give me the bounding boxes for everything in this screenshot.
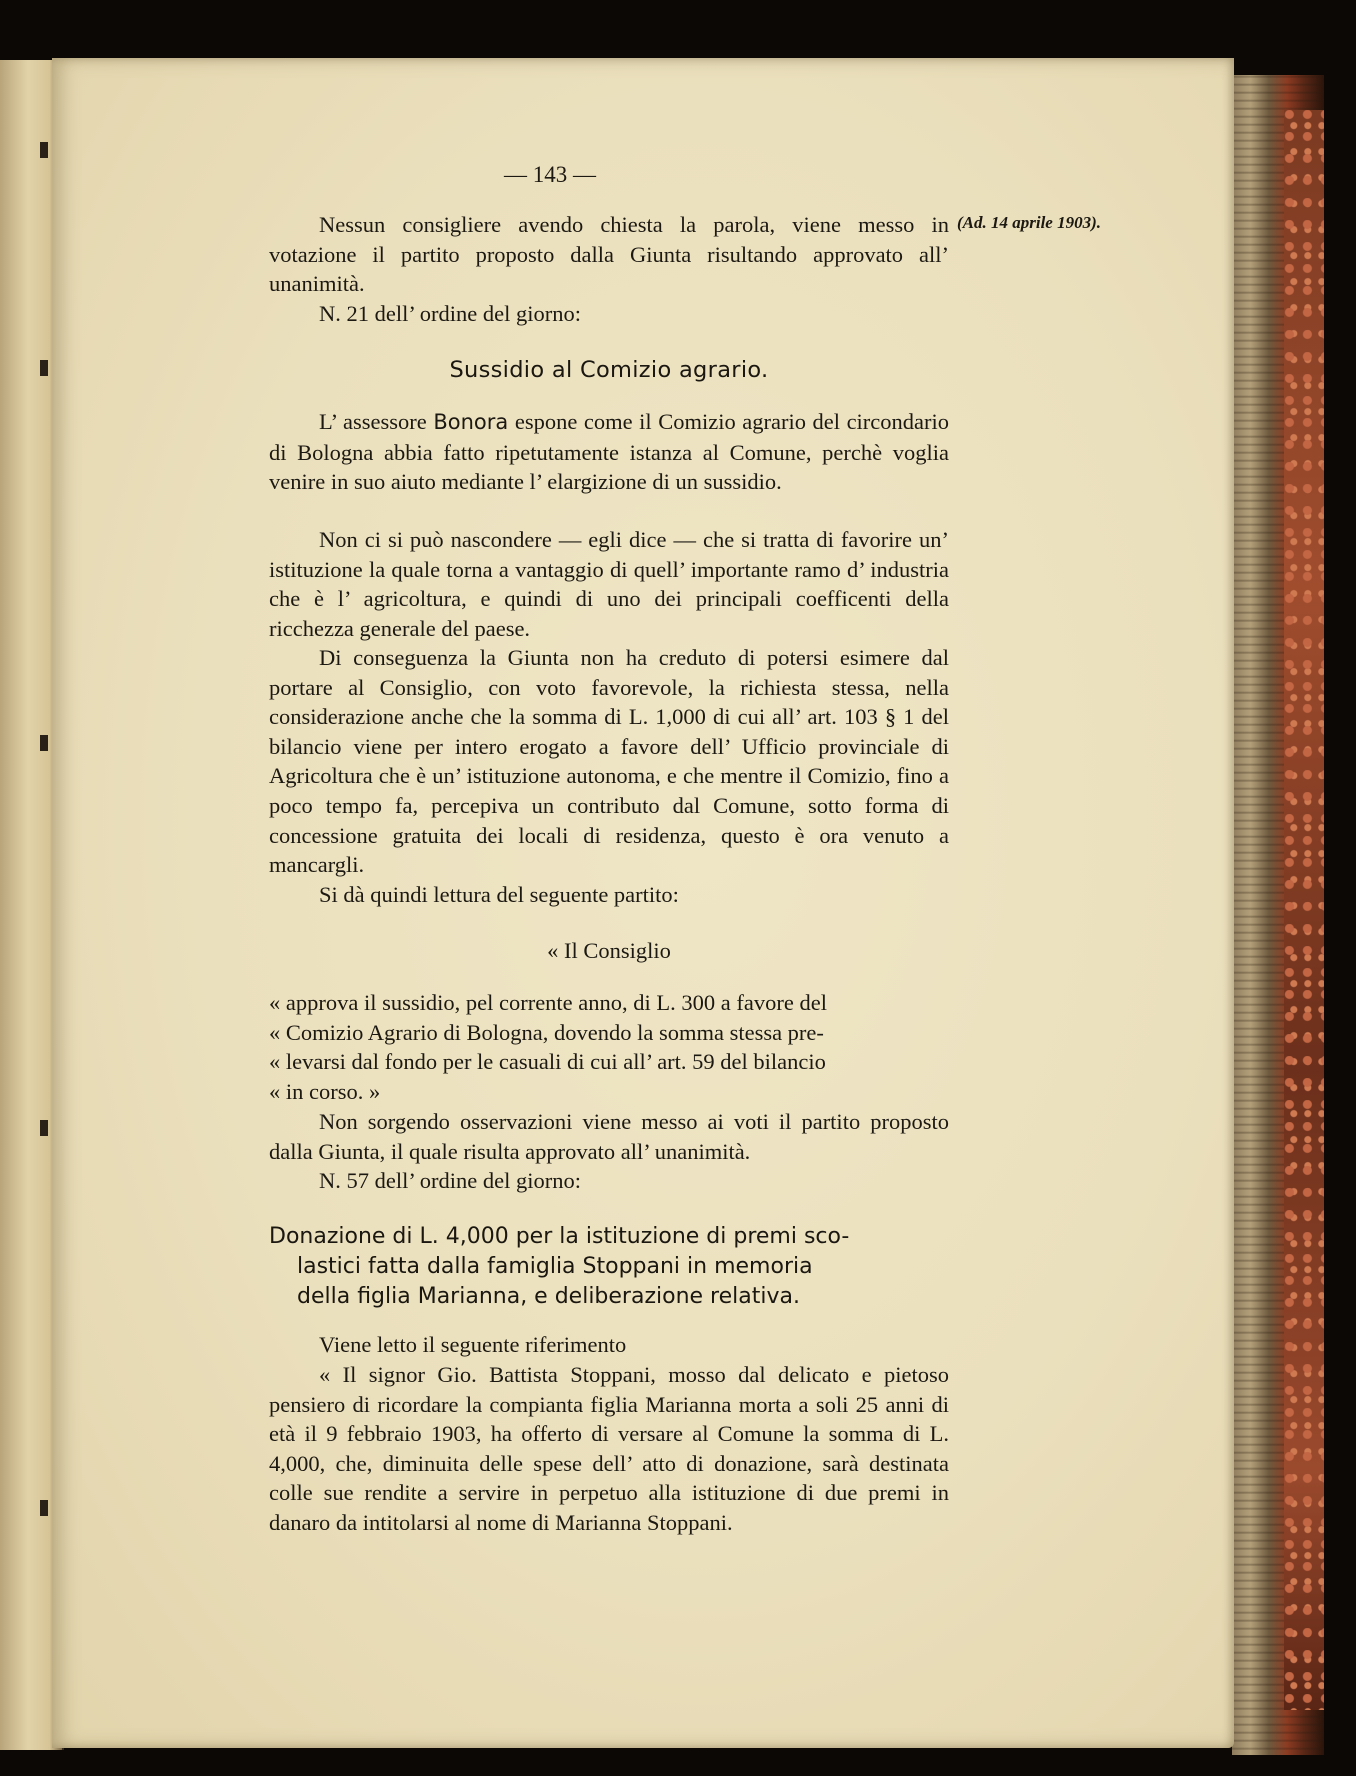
quote-line: « in corso. » (269, 1079, 381, 1104)
paragraph-bonora (269, 407, 949, 497)
binding-mark (40, 360, 48, 376)
quote-line: « approva il sussidio, pel corrente anno, di L. 300 a favore del (269, 990, 827, 1015)
section-heading-donazione (269, 1222, 959, 1312)
paragraph-stoppani: « Il signor Gio. Battista Stoppani, mosso dal delicato e pietoso pensiero di ricordare la compianta figlia Marianna morta a soli 25 anni di età il 9 febbraio 1903, ha offerto di versare al Comune la somma di L. 4,000, che, diminuita delle spese dell’ atto di donazione, sarà destinata colle sue rendite a servire in perpetuo alla istituzione di due premi in danaro da intitolarsi al nome di Marianna Stoppani. (269, 1362, 949, 1535)
agenda-item-57: N. 57 dell’ ordine del giorno: (319, 1168, 582, 1193)
paragraph-osservazioni: Non sorgendo osservazioni viene messo ai voti il partito proposto dalla Giunta, il quale risulta approvato all’ unanimità. (269, 1109, 949, 1164)
bonora-prefix: L’ assessore (319, 409, 427, 434)
binding-mark (40, 735, 48, 751)
heading-line: lastici fatta dalla famiglia Stoppani in memoria (297, 1254, 813, 1279)
quote-line: « levarsi dal fondo per le casuali di cui all’ art. 59 del bilancio (269, 1049, 826, 1074)
agenda-item-21: N. 21 dell’ ordine del giorno: (319, 301, 582, 326)
binding-mark (40, 1120, 48, 1136)
binding-mark (40, 1500, 48, 1516)
heading-line: Donazione di L. 4,000 per la istituzione di premi sco- (269, 1224, 850, 1249)
paragraph-letto: Viene letto il seguente riferimento (319, 1332, 627, 1357)
heading-line: della figlia Marianna, e deliberazione relativa. (297, 1284, 800, 1309)
book-marbled-edge (1284, 110, 1324, 1710)
paragraph-conseguenza: Di conseguenza la Giunta non ha creduto di potersi esimere dal portare al Consiglio, con voto favorevole, la richiesta stessa, nella considerazione anche che la somma di L. 1,000 di cui all’ art. 103 § 1 del bilancio viene per intero erogato a favore dell’ Ufficio provinciale di Agricoltura che è un’ istituzione autonoma, e che mentre il Comizio, fino a poco tempo fa, percepiva un contributo dal Comune, sotto forma di concessione gratuita dei locali di residenza, questo è ora venuto a mancargli. (269, 645, 949, 878)
date-sidenote: (Ad. 14 aprile 1903). (957, 213, 1102, 232)
intro-paragraph: Nessun consigliere avendo chiesta la parola, viene messo in votazione il partito proposto dalla Giunta risultando approvato all’ unanimità. (269, 212, 949, 297)
paragraph-nascondere: Non ci si può nascondere — egli dice — che si tratta di favorire un’ istituzione la quale torna a vantaggio di quell’ importante ramo d’ industria che è l’ agricoltura, e quindi di uno dei principali coefficenti della ricchezza generale del paese. (269, 527, 949, 641)
section-heading-sussidio: Sussidio al Comizio agrario. (449, 357, 769, 383)
paragraph-lettura: Si dà quindi lettura del seguente partito: (319, 882, 679, 907)
quote-title: « Il Consiglio (547, 938, 671, 963)
page-number: — 143 — (504, 162, 596, 187)
quote-line: « Comizio Agrario di Bologna, dovendo la somma stessa pre- (269, 1020, 824, 1045)
bonora-rest: espone come il Comizio agrario del circondario di Bologna abbia fatto ripetutamente istanza al Comune, perchè voglia venire in suo aiuto mediante l’ elargizione di un sussidio. (269, 409, 950, 495)
assessor-name: Bonora (433, 410, 509, 434)
binding-mark (40, 142, 48, 158)
